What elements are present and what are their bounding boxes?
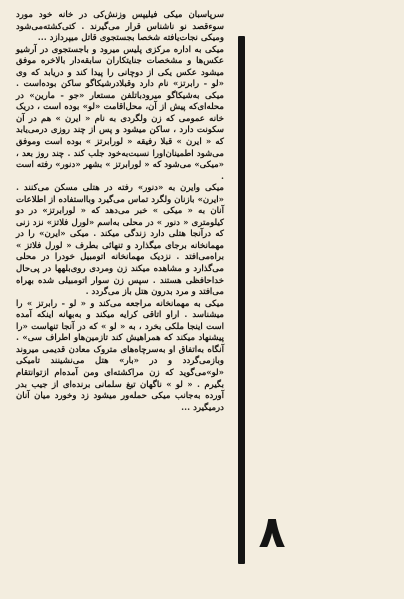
paragraph-4: میکی به مهمانخانه مراجعه می‌کند و « لو - رابرتز » را میشناسد . اراو اتاقی کرایه میکند و به‌بهانه اینکه آمده است اینجا ملکی بخرد ، به « لو » که در آنجا تنهاست «را پیشنهاد میکند که همراهیش کند تازمین‌هاو اطراف سی» . آنگاه به‌اتفاق او به‌سرچاه‌های متروک معادن قدیمی میروند وبازمی‌گردد و در «بار» هتل می‌نشینند تامیکی «لو»می‌گوید که زن مراکشته‌ای ومن آمده‌ام ازتوانتقام بگیرم . « لو » ناگهان تیغ سلمانی برنده‌ای از جیب بدر آورده به‌جانب میکی حمله‌ور میشود زد وخورد میان آنان درمیگیرد ... [16, 298, 224, 413]
paragraph-1: سرپاسبان میکی فیلیپس وزنش‌کی در خانه خود مورد سوءقصد نو ناشناس قرار می‌گیرند . کتی‌کشته‌می‌شود ومیکی نجات‌یافته شخصا بجستجوی قاتل میپردازد ... [16, 10, 224, 44]
paragraph-3: میکی وایرن به «دنور» رفته در هتلی مسکن می‌کنند . «ایرن» بازنان ولگرد تماس می‌گیرد وبااستفاده از اطلاعات آنان به « میکی » خبر می‌دهد که « لورابرتز» در دو کیلومتری « دنور » در محلی به‌اسم «لورل فلاتز» نزد زنی که درآنجا هتلی دارد زندگی میکند . میکی «ایرن» را در مهمانخانه برجای میگذارد و تنهائی بطرف « لورل فلاتز » براه‌می‌افتد . نزدیک مهمانخانه اتومبیل خودرا در محلی می‌گذارد و مشاهده میکند زن ومردی روی‌بلهها در پی‌حال خداحافظی هستند . سپس زن سوار اتومبیلی شده بهراه می‌افتد و مرد بدرون هتل باز می‌گردد . [16, 183, 224, 298]
paragraph-2: میکی به اداره مرکزی پلیس میرود و باجستجوی در آرشیو عکس‌ها و مشخصات جنایتکاران سابقه‌دار بالاخره موفق میشود عکس یکی از دوچانی را پیدا کند و دریابد که وی «لو - رابرتز» نام دارد وقبلادرشیکاگو ساکن بوده‌است . میکی به‌شیکاگو میرود‌باتلفن مستعار «جو - مارین» در محله‌ای‌که پیش از آن، محل‌اقامت «لو» بوده است ، دریک خانه عمومی که زن ولگردی به نام « ایرن » هم در آن سکونت دارد ، ساکن میشود و پس از چند روزی درمی‌یابد که « ایرن » قبلا رفیقه « لورابرتز » بوده است وموفق می‌شود اطمینان‌اورا نسبت‌به‌خود جلب کند . چند روز بعد ، «میکی» می‌شود که « لورابرتز » بشهر «دنور» رفته است . [16, 44, 224, 182]
text-column [16, 10, 224, 414]
vertical-rule [238, 36, 245, 564]
page-number: ۸ [258, 507, 286, 558]
